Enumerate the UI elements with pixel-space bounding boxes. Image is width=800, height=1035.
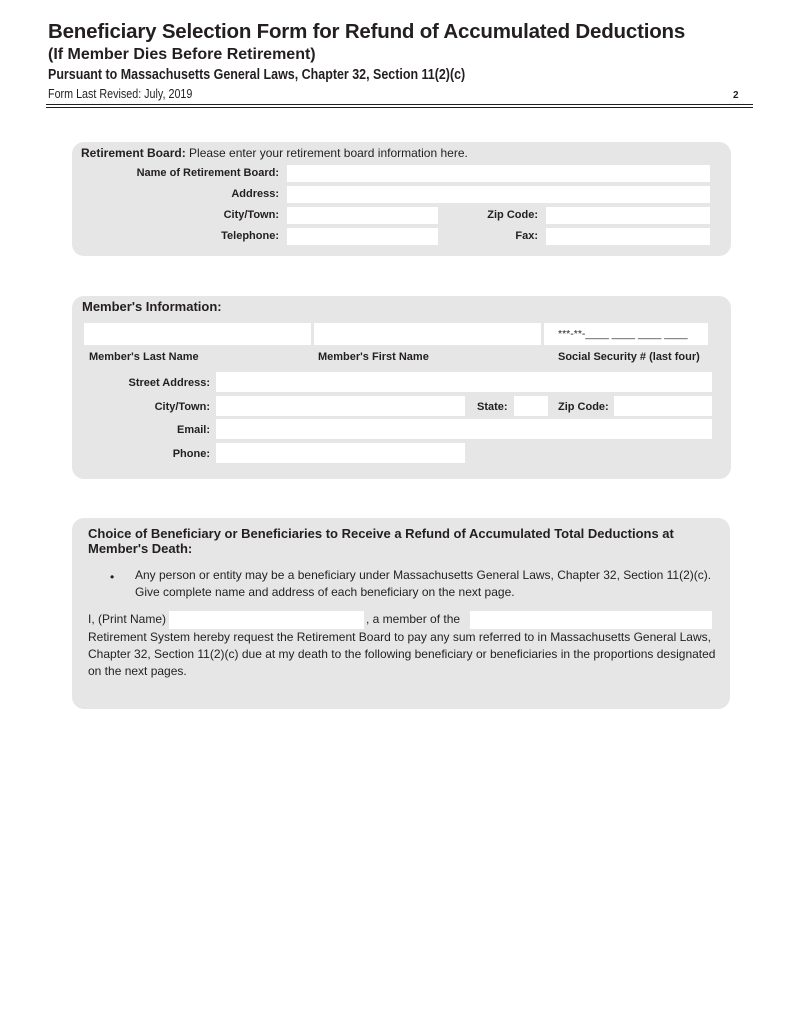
member-last-name-label: Member's Last Name (89, 351, 199, 363)
member-email-label: Email: (176, 424, 210, 436)
retirement-board-panel (72, 142, 731, 256)
beneficiary-request-text: Retirement System hereby request the Retirement Board to pay any sum referred to in Massachusetts General Laws, Chapter 32, Section 11(2)(c) due at my death to the following beneficiary or beneficiaries in the proportions designated on the next pages. (88, 630, 716, 678)
print-name-field[interactable] (169, 611, 364, 629)
member-info-heading: Member's Information: (82, 299, 222, 314)
retirement-board-instruction: Please enter your retirement board information here. (189, 146, 468, 160)
form-title: Beneficiary Selection Form for Refund of Accumulated Deductions (48, 20, 686, 43)
board-fax-field[interactable] (546, 228, 710, 245)
beneficiary-bullet-text: Any person or entity may be a beneficiary under Massachusetts General Laws, Chapter 32, Section 11(2)(c). Give complete name and address of each beneficiary on the next page. (135, 568, 712, 599)
member-state-label: State: (477, 401, 508, 413)
member-phone-label: Phone: (172, 448, 210, 460)
member-city-field[interactable] (216, 396, 465, 416)
board-zip-field[interactable] (546, 207, 710, 224)
revision-date: Form Last Revised: July, 2019 (48, 87, 193, 101)
retirement-system-field[interactable] (470, 611, 712, 629)
board-name-label: Name of Retirement Board: (136, 167, 279, 179)
beneficiary-choice-panel (72, 518, 730, 709)
board-city-label: City/Town: (223, 209, 279, 221)
member-ssn-field[interactable] (544, 323, 708, 345)
member-email-field[interactable] (216, 419, 712, 439)
board-city-field[interactable] (287, 207, 438, 224)
board-zip-label: Zip Code: (487, 209, 538, 221)
retirement-board-header (81, 146, 468, 160)
member-ssn-label: Social Security # (last four) (558, 351, 700, 363)
member-zip-field[interactable] (614, 396, 712, 416)
member-street-label: Street Address: (128, 377, 210, 389)
beneficiary-heading: Choice of Beneficiary or Beneficiaries to Receive a Refund of Accumulated Total Deductions at Member's Death: (88, 526, 674, 556)
board-name-field[interactable] (287, 165, 710, 182)
retirement-board-heading: Retirement Board: (81, 146, 186, 160)
page-number: 2 (733, 90, 739, 101)
member-phone-field[interactable] (216, 443, 465, 463)
board-telephone-field[interactable] (287, 228, 438, 245)
member-info-panel (72, 296, 731, 479)
ssn-prefix: ***-**-____ ____ ____ ____ (558, 328, 688, 340)
legal-reference: Pursuant to Massachusetts General Laws, Chapter 32, Section 11(2)(c) (48, 67, 466, 83)
member-zip-label: Zip Code: (558, 401, 609, 413)
print-name-label: I, (Print Name) (88, 612, 167, 626)
header-rule-thick (46, 107, 753, 109)
board-address-field[interactable] (287, 186, 710, 203)
member-street-field[interactable] (216, 372, 712, 392)
header-rule (46, 104, 753, 105)
bullet-icon: • (110, 570, 115, 584)
member-first-name-label: Member's First Name (318, 351, 429, 363)
member-state-field[interactable] (514, 396, 548, 416)
form-subtitle: (If Member Dies Before Retirement) (48, 46, 316, 63)
board-fax-label: Fax: (515, 230, 538, 242)
member-city-label: City/Town: (154, 401, 210, 413)
member-first-name-field[interactable] (314, 323, 541, 345)
board-address-label: Address: (231, 188, 279, 200)
member-of-label: , a member of the (366, 612, 461, 626)
board-telephone-label: Telephone: (221, 230, 279, 242)
member-last-name-field[interactable] (84, 323, 311, 345)
